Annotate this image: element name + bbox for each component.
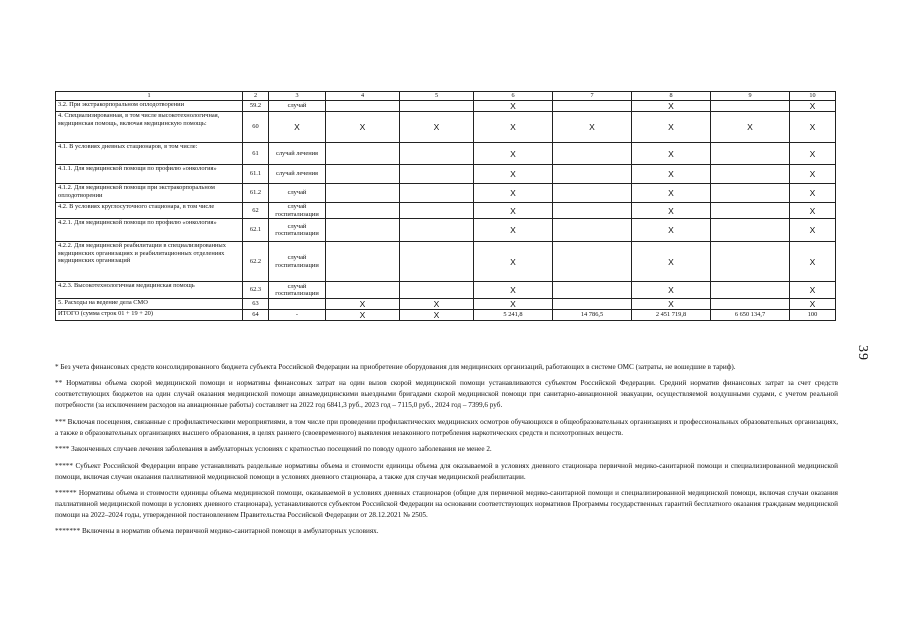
value-cell bbox=[711, 165, 790, 184]
row-number: 60 bbox=[243, 112, 269, 143]
value-cell bbox=[553, 143, 632, 165]
row-name: ИТОГО (сумма строк 01 + 19 + 20) bbox=[56, 310, 243, 321]
row-number: 63 bbox=[243, 299, 269, 310]
row-number: 62.1 bbox=[243, 219, 269, 242]
value-cell: X bbox=[790, 165, 836, 184]
footnote: ***** Субъект Российской Федерации вправе устанавливать раздельные нормативы объема и стоимости единицы объема для оказываемой в условиях дневного стационара первичной медико-санитарной помощи и специализированной медицинской помощи, включая случаи оказания паллиативной медицинской помощи в условиях дневного стационара, а также для случая медицинской реабилитации. bbox=[55, 461, 838, 481]
value-cell: X bbox=[474, 184, 553, 203]
unit-cell: случай госпитализации bbox=[269, 203, 326, 219]
column-number: 2 bbox=[243, 92, 269, 101]
unit-cell: случай лечения bbox=[269, 143, 326, 165]
value-cell bbox=[711, 219, 790, 242]
value-cell bbox=[326, 143, 400, 165]
value-cell: X bbox=[326, 112, 400, 143]
value-cell bbox=[553, 299, 632, 310]
unit-cell: X bbox=[269, 112, 326, 143]
row-number: 62 bbox=[243, 203, 269, 219]
value-cell: X bbox=[790, 203, 836, 219]
row-number: 62.3 bbox=[243, 282, 269, 299]
value-cell: X bbox=[400, 310, 474, 321]
value-cell: X bbox=[474, 101, 553, 112]
value-cell bbox=[400, 203, 474, 219]
page-number: 39 bbox=[855, 345, 870, 361]
column-number: 3 bbox=[269, 92, 326, 101]
value-cell bbox=[711, 282, 790, 299]
value-cell: X bbox=[326, 310, 400, 321]
value-cell bbox=[326, 203, 400, 219]
value-cell: 100 bbox=[790, 310, 836, 321]
column-number: 6 bbox=[474, 92, 553, 101]
value-cell: 5 241,8 bbox=[474, 310, 553, 321]
row-number: 61.1 bbox=[243, 165, 269, 184]
value-cell: X bbox=[632, 184, 711, 203]
value-cell: X bbox=[632, 165, 711, 184]
value-cell bbox=[711, 299, 790, 310]
row-name: 4.2.3. Высокотехнологичная медицинская помощь bbox=[56, 282, 243, 299]
value-cell: X bbox=[632, 282, 711, 299]
value-cell: X bbox=[400, 299, 474, 310]
value-cell bbox=[711, 242, 790, 282]
value-cell bbox=[553, 101, 632, 112]
row-name: 4.1. В условиях дневных стационаров, в том числе: bbox=[56, 143, 243, 165]
value-cell bbox=[711, 203, 790, 219]
value-cell bbox=[400, 165, 474, 184]
table-row bbox=[56, 101, 836, 112]
value-cell bbox=[400, 143, 474, 165]
column-number: 5 bbox=[400, 92, 474, 101]
value-cell: X bbox=[790, 299, 836, 310]
value-cell: X bbox=[474, 219, 553, 242]
table-row bbox=[56, 143, 836, 165]
table-row bbox=[56, 203, 836, 219]
value-cell bbox=[400, 219, 474, 242]
value-cell: X bbox=[632, 143, 711, 165]
column-number: 7 bbox=[553, 92, 632, 101]
value-cell bbox=[400, 282, 474, 299]
value-cell: X bbox=[632, 219, 711, 242]
footnote: ****** Нормативы объема и стоимости единицы объема медицинской помощи, оказываемой в условиях дневных стационаров (общие для первичной медико-санитарной помощи и специализированной медицинской помощи, включая случаи оказания паллиативной медицинской помощи в условиях дневного стационара), устанавливаются субъектом Российской Федерации на основании соответствующих нормативов Программы государственных гарантий бесплатного оказания гражданам медицинской помощи на 2022–2024 годы, утвержденной постановлением Правительства Российской Федерации от 28.12.2021 № 2505. bbox=[55, 488, 838, 519]
column-number: 1 bbox=[56, 92, 243, 101]
value-cell: X bbox=[790, 112, 836, 143]
value-cell bbox=[553, 219, 632, 242]
value-cell bbox=[553, 184, 632, 203]
value-cell: X bbox=[790, 184, 836, 203]
value-cell bbox=[553, 165, 632, 184]
value-cell: X bbox=[632, 242, 711, 282]
value-cell: X bbox=[790, 219, 836, 242]
value-cell: X bbox=[632, 203, 711, 219]
row-number: 61.2 bbox=[243, 184, 269, 203]
row-number: 59.2 bbox=[243, 101, 269, 112]
row-name: 4.1.1. Для медицинской помощи по профилю «онкология» bbox=[56, 165, 243, 184]
value-cell: 14 786,5 bbox=[553, 310, 632, 321]
unit-cell: случай госпитализации bbox=[269, 242, 326, 282]
value-cell: X bbox=[790, 282, 836, 299]
table-row bbox=[56, 282, 836, 299]
footnote: ** Нормативы объема скорой медицинской помощи и нормативы финансовых затрат на один вызов скорой медицинской помощи устанавливаются субъектом Российской Федерации. Средний норматив финансовых затрат за счет средств соответствующих бюджетов на один случай оказания медицинской помощи авиамедицинскими выездными бригадами скорой медицинской помощи при санитарно-авиационной эвакуации, осуществляемой воздушными судами, с учетом реальной потребности (за исключением расходов на авиационные работы) составляет на 2022 год 6841,3 руб., 2023 год – 7115,0 руб., 2024 год – 7399,6 руб. bbox=[55, 379, 838, 410]
footnote: **** Законченных случаев лечения заболевания в амбулаторных условиях с кратностью посещений по поводу одного заболевания не менее 2. bbox=[55, 445, 492, 454]
unit-cell: случай госпитализации bbox=[269, 282, 326, 299]
row-name: 3.2. При экстракорпоральном оплодотворении bbox=[56, 101, 243, 112]
footnotes bbox=[55, 362, 838, 543]
table-row bbox=[56, 112, 836, 143]
value-cell bbox=[711, 143, 790, 165]
column-number: 9 bbox=[711, 92, 790, 101]
unit-cell: случай лечения bbox=[269, 165, 326, 184]
unit-cell: случай bbox=[269, 101, 326, 112]
table-row bbox=[56, 242, 836, 282]
footnote: ******* Включены в норматив объема первичной медико-санитарной помощи в амбулаторных условиях. bbox=[55, 527, 379, 536]
value-cell: X bbox=[474, 299, 553, 310]
value-cell: 6 650 134,7 bbox=[711, 310, 790, 321]
value-cell: X bbox=[474, 165, 553, 184]
value-cell bbox=[400, 184, 474, 203]
value-cell: 2 451 719,8 bbox=[632, 310, 711, 321]
row-name: 4.1.2. Для медицинской помощи при экстракорпоральном оплодотворении bbox=[56, 184, 243, 203]
value-cell bbox=[326, 242, 400, 282]
value-cell bbox=[326, 282, 400, 299]
footnote: *** Включая посещения, связанные с профилактическими мероприятиями, в том числе при проведении профилактических медицинских осмотров обучающихся в общеобразовательных организациях и профессиональных образовательных организациях, а также в образовательных организациях высшего образования, в целях раннего (своевременного) выявления незаконного потребления наркотических средств и психотропных веществ. bbox=[55, 417, 838, 437]
unit-cell: случай bbox=[269, 184, 326, 203]
row-name: 5. Расходы на ведение дела СМО bbox=[56, 299, 243, 310]
row-name: 4.2. В условиях круглосуточного стационара, в том числе bbox=[56, 203, 243, 219]
value-cell: X bbox=[474, 242, 553, 282]
unit-cell: случай госпитализации bbox=[269, 219, 326, 242]
row-name: 4. Специализированная, в том числе высокотехнологичная, медицинская помощь, включая медицинскую помощь: bbox=[56, 112, 243, 143]
footnote: * Без учета финансовых средств консолидированного бюджета субъекта Российской Федерации на приобретение оборудования для медицинских организаций, работающих в системе ОМС (затраты, не вошедшие в тариф). bbox=[55, 363, 736, 371]
column-number: 4 bbox=[326, 92, 400, 101]
value-cell bbox=[400, 101, 474, 112]
value-cell: X bbox=[474, 282, 553, 299]
header-row bbox=[56, 92, 836, 101]
table-row bbox=[56, 165, 836, 184]
value-cell: X bbox=[790, 143, 836, 165]
value-cell bbox=[400, 242, 474, 282]
row-name: 4.2.2. Для медицинской реабилитации в специализированных медицинских организациях и реабилитационных отделениях медицинских организаций bbox=[56, 242, 243, 282]
value-cell: X bbox=[400, 112, 474, 143]
value-cell: X bbox=[790, 101, 836, 112]
table-row bbox=[56, 310, 836, 321]
value-cell: X bbox=[632, 299, 711, 310]
value-cell: X bbox=[474, 143, 553, 165]
value-cell: X bbox=[632, 101, 711, 112]
financing-table bbox=[55, 91, 836, 321]
table-row bbox=[56, 219, 836, 242]
value-cell bbox=[711, 184, 790, 203]
column-number: 10 bbox=[790, 92, 836, 101]
value-cell: X bbox=[326, 299, 400, 310]
value-cell: X bbox=[553, 112, 632, 143]
value-cell: X bbox=[711, 112, 790, 143]
value-cell bbox=[326, 165, 400, 184]
value-cell bbox=[553, 203, 632, 219]
table-row bbox=[56, 184, 836, 203]
value-cell: X bbox=[632, 112, 711, 143]
value-cell bbox=[326, 101, 400, 112]
value-cell bbox=[326, 184, 400, 203]
value-cell bbox=[711, 101, 790, 112]
row-number: 64 bbox=[243, 310, 269, 321]
unit-cell bbox=[269, 299, 326, 310]
value-cell: X bbox=[474, 203, 553, 219]
value-cell bbox=[326, 219, 400, 242]
table-body bbox=[56, 92, 836, 321]
column-number: 8 bbox=[632, 92, 711, 101]
value-cell bbox=[553, 282, 632, 299]
row-number: 62.2 bbox=[243, 242, 269, 282]
row-number: 61 bbox=[243, 143, 269, 165]
value-cell: X bbox=[474, 112, 553, 143]
row-name: 4.2.1. Для медицинской помощи по профилю «онкология» bbox=[56, 219, 243, 242]
table-row bbox=[56, 299, 836, 310]
value-cell bbox=[553, 242, 632, 282]
unit-cell: - bbox=[269, 310, 326, 321]
value-cell: X bbox=[790, 242, 836, 282]
